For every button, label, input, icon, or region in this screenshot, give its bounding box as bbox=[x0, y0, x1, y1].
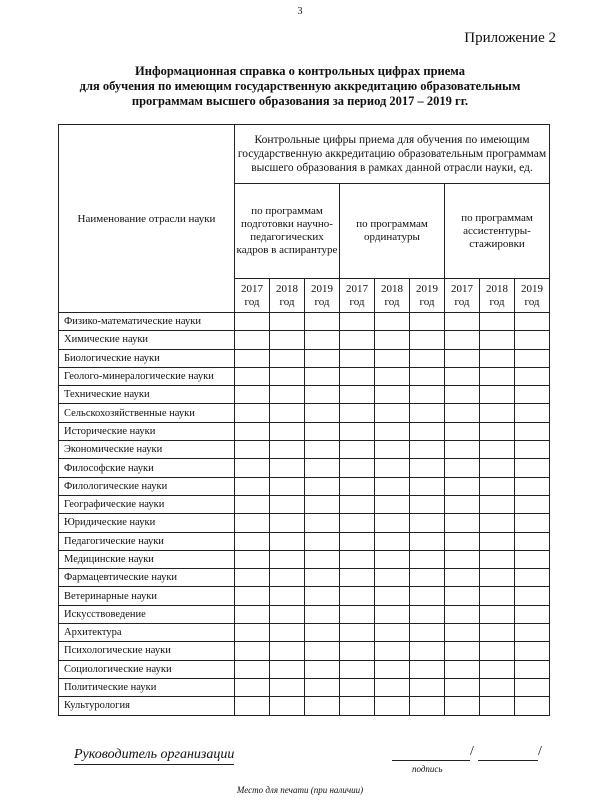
industry-name-cell: Исторические науки bbox=[59, 422, 235, 440]
value-cell[interactable] bbox=[410, 404, 445, 422]
value-cell[interactable] bbox=[445, 697, 480, 715]
value-cell[interactable] bbox=[410, 441, 445, 459]
value-cell[interactable] bbox=[375, 697, 410, 715]
year-header bbox=[480, 279, 515, 313]
value-cell[interactable] bbox=[445, 605, 480, 623]
year-unit: год bbox=[279, 295, 295, 308]
value-cell[interactable] bbox=[305, 459, 340, 477]
value-cell[interactable] bbox=[340, 587, 375, 605]
value-cell[interactable] bbox=[410, 642, 445, 660]
value-cell[interactable] bbox=[375, 514, 410, 532]
value-cell[interactable] bbox=[445, 386, 480, 404]
value-cell[interactable] bbox=[235, 459, 270, 477]
value-cell[interactable] bbox=[410, 495, 445, 513]
value-cell[interactable] bbox=[410, 678, 445, 696]
value-cell[interactable] bbox=[410, 550, 445, 568]
value-cell[interactable] bbox=[340, 331, 375, 349]
value-cell[interactable] bbox=[375, 404, 410, 422]
value-cell[interactable] bbox=[515, 495, 550, 513]
value-cell[interactable] bbox=[305, 660, 340, 678]
value-cell[interactable] bbox=[480, 587, 515, 605]
value-cell[interactable] bbox=[305, 404, 340, 422]
value-cell[interactable] bbox=[305, 624, 340, 642]
value-cell[interactable] bbox=[375, 642, 410, 660]
value-cell[interactable] bbox=[305, 367, 340, 385]
value-cell[interactable] bbox=[480, 367, 515, 385]
value-cell[interactable] bbox=[305, 569, 340, 587]
table-row bbox=[59, 313, 550, 331]
value-cell[interactable] bbox=[480, 331, 515, 349]
year-header bbox=[305, 279, 340, 313]
value-cell[interactable] bbox=[445, 367, 480, 385]
value-cell[interactable] bbox=[480, 514, 515, 532]
value-cell[interactable] bbox=[445, 532, 480, 550]
value-cell[interactable] bbox=[480, 678, 515, 696]
value-cell[interactable] bbox=[480, 459, 515, 477]
value-cell[interactable] bbox=[445, 514, 480, 532]
year-unit: год bbox=[314, 295, 330, 308]
value-cell[interactable] bbox=[305, 349, 340, 367]
value-cell[interactable] bbox=[305, 386, 340, 404]
value-cell[interactable] bbox=[445, 495, 480, 513]
title-line: Информационная справка о контрольных цифрах приема bbox=[135, 64, 465, 78]
value-cell[interactable] bbox=[515, 459, 550, 477]
value-cell[interactable] bbox=[480, 697, 515, 715]
value-cell[interactable] bbox=[305, 514, 340, 532]
document-title bbox=[40, 64, 560, 109]
value-cell[interactable] bbox=[305, 550, 340, 568]
industry-name-cell: Экономические науки bbox=[59, 441, 235, 459]
year-unit: год bbox=[419, 295, 435, 308]
value-cell[interactable] bbox=[235, 477, 270, 495]
value-cell[interactable] bbox=[340, 477, 375, 495]
value-cell[interactable] bbox=[480, 495, 515, 513]
year-value: 2019 bbox=[416, 282, 438, 295]
value-cell[interactable] bbox=[340, 550, 375, 568]
industry-name-cell: Искусствоведение bbox=[59, 605, 235, 623]
table-row bbox=[59, 441, 550, 459]
value-cell[interactable] bbox=[305, 477, 340, 495]
industry-name-cell: Архитектура bbox=[59, 624, 235, 642]
value-cell[interactable] bbox=[375, 367, 410, 385]
signature-caption: подпись bbox=[412, 764, 443, 774]
value-cell[interactable] bbox=[445, 660, 480, 678]
value-cell[interactable] bbox=[410, 532, 445, 550]
table-row bbox=[59, 495, 550, 513]
signer-label: Руководитель организации bbox=[74, 747, 234, 765]
value-cell[interactable] bbox=[375, 349, 410, 367]
value-cell[interactable] bbox=[270, 624, 305, 642]
industry-name-cell: Физико-математические науки bbox=[59, 313, 235, 331]
value-cell[interactable] bbox=[235, 367, 270, 385]
value-cell[interactable] bbox=[235, 678, 270, 696]
value-cell[interactable] bbox=[410, 331, 445, 349]
value-cell[interactable] bbox=[480, 404, 515, 422]
year-value: 2018 bbox=[486, 282, 508, 295]
value-cell[interactable] bbox=[340, 514, 375, 532]
value-cell[interactable] bbox=[515, 624, 550, 642]
value-cell[interactable] bbox=[340, 313, 375, 331]
value-cell[interactable] bbox=[445, 422, 480, 440]
value-cell[interactable] bbox=[410, 587, 445, 605]
value-cell[interactable] bbox=[235, 349, 270, 367]
year-value: 2017 bbox=[451, 282, 473, 295]
table-row bbox=[59, 697, 550, 715]
year-header bbox=[515, 279, 550, 313]
value-cell[interactable] bbox=[480, 605, 515, 623]
table-row bbox=[59, 587, 550, 605]
year-header bbox=[410, 279, 445, 313]
value-cell[interactable] bbox=[270, 678, 305, 696]
value-cell[interactable] bbox=[445, 331, 480, 349]
year-unit: год bbox=[524, 295, 540, 308]
value-cell[interactable] bbox=[515, 532, 550, 550]
value-cell[interactable] bbox=[515, 422, 550, 440]
table-row bbox=[59, 404, 550, 422]
value-cell[interactable] bbox=[445, 587, 480, 605]
value-cell[interactable] bbox=[515, 441, 550, 459]
page-number: 3 bbox=[297, 6, 303, 17]
value-cell[interactable] bbox=[340, 422, 375, 440]
industry-name-cell: Технические науки bbox=[59, 386, 235, 404]
year-unit: год bbox=[384, 295, 400, 308]
industry-name-cell: Ветеринарные науки bbox=[59, 587, 235, 605]
year-value: 2018 bbox=[381, 282, 403, 295]
value-cell[interactable] bbox=[480, 642, 515, 660]
value-cell[interactable] bbox=[375, 624, 410, 642]
value-cell[interactable] bbox=[480, 386, 515, 404]
value-cell[interactable] bbox=[340, 349, 375, 367]
value-cell[interactable] bbox=[445, 642, 480, 660]
value-cell[interactable] bbox=[235, 569, 270, 587]
value-cell[interactable] bbox=[515, 313, 550, 331]
table-row bbox=[59, 550, 550, 568]
value-cell[interactable] bbox=[445, 550, 480, 568]
table-row bbox=[59, 569, 550, 587]
table-row bbox=[59, 660, 550, 678]
value-cell[interactable] bbox=[340, 569, 375, 587]
value-cell[interactable] bbox=[515, 660, 550, 678]
value-cell[interactable] bbox=[410, 422, 445, 440]
table-row bbox=[59, 532, 550, 550]
value-cell[interactable] bbox=[235, 550, 270, 568]
value-cell[interactable] bbox=[375, 331, 410, 349]
value-cell[interactable] bbox=[270, 404, 305, 422]
value-cell[interactable] bbox=[235, 660, 270, 678]
value-cell[interactable] bbox=[410, 367, 445, 385]
industry-name-cell: Химические науки bbox=[59, 331, 235, 349]
value-cell[interactable] bbox=[235, 313, 270, 331]
value-cell[interactable] bbox=[270, 642, 305, 660]
year-value: 2018 bbox=[276, 282, 298, 295]
value-cell[interactable] bbox=[270, 697, 305, 715]
value-cell[interactable] bbox=[515, 514, 550, 532]
value-cell[interactable] bbox=[480, 550, 515, 568]
industry-name-cell: Культурология bbox=[59, 697, 235, 715]
value-cell[interactable] bbox=[235, 587, 270, 605]
value-cell[interactable] bbox=[445, 678, 480, 696]
value-cell[interactable] bbox=[270, 313, 305, 331]
value-cell[interactable] bbox=[375, 587, 410, 605]
separator-slash: / bbox=[538, 744, 542, 759]
value-cell[interactable] bbox=[515, 349, 550, 367]
value-cell[interactable] bbox=[445, 624, 480, 642]
table-row bbox=[59, 605, 550, 623]
value-cell[interactable] bbox=[235, 532, 270, 550]
value-cell[interactable] bbox=[340, 459, 375, 477]
table-row bbox=[59, 386, 550, 404]
value-cell[interactable] bbox=[515, 678, 550, 696]
value-cell[interactable] bbox=[235, 386, 270, 404]
value-cell[interactable] bbox=[515, 331, 550, 349]
value-cell[interactable] bbox=[480, 477, 515, 495]
value-cell[interactable] bbox=[305, 313, 340, 331]
value-cell[interactable] bbox=[515, 697, 550, 715]
value-cell[interactable] bbox=[375, 550, 410, 568]
value-cell[interactable] bbox=[340, 605, 375, 623]
table-row bbox=[59, 422, 550, 440]
value-cell[interactable] bbox=[270, 605, 305, 623]
year-header bbox=[375, 279, 410, 313]
year-header bbox=[340, 279, 375, 313]
industry-name-cell: Политические науки bbox=[59, 678, 235, 696]
value-cell[interactable] bbox=[515, 587, 550, 605]
year-unit: год bbox=[454, 295, 470, 308]
value-cell[interactable] bbox=[270, 386, 305, 404]
value-cell[interactable] bbox=[235, 495, 270, 513]
value-cell[interactable] bbox=[410, 313, 445, 331]
year-unit: год bbox=[489, 295, 505, 308]
value-cell[interactable] bbox=[235, 441, 270, 459]
value-cell[interactable] bbox=[270, 660, 305, 678]
value-cell[interactable] bbox=[340, 660, 375, 678]
group-header-assistantship: по программам ассистентуры-стажировки bbox=[445, 184, 550, 279]
year-value: 2019 bbox=[311, 282, 333, 295]
value-cell[interactable] bbox=[515, 404, 550, 422]
value-cell[interactable] bbox=[515, 605, 550, 623]
value-cell[interactable] bbox=[375, 569, 410, 587]
signature-line bbox=[392, 760, 470, 761]
value-cell[interactable] bbox=[410, 459, 445, 477]
table-row bbox=[59, 477, 550, 495]
value-cell[interactable] bbox=[305, 587, 340, 605]
table-row bbox=[59, 367, 550, 385]
industry-name-cell: Педагогические науки bbox=[59, 532, 235, 550]
value-cell[interactable] bbox=[480, 569, 515, 587]
value-cell[interactable] bbox=[270, 495, 305, 513]
admission-table bbox=[58, 124, 550, 716]
value-cell[interactable] bbox=[445, 349, 480, 367]
industry-name-cell: Биологические науки bbox=[59, 349, 235, 367]
year-unit: год bbox=[349, 295, 365, 308]
table-row bbox=[59, 459, 550, 477]
value-cell[interactable] bbox=[270, 441, 305, 459]
value-cell[interactable] bbox=[410, 624, 445, 642]
value-cell[interactable] bbox=[270, 349, 305, 367]
industry-name-header: Наименование отрасли науки bbox=[59, 125, 235, 313]
value-cell[interactable] bbox=[410, 660, 445, 678]
value-cell[interactable] bbox=[270, 459, 305, 477]
industry-name-cell: Фармацевтические науки bbox=[59, 569, 235, 587]
table-row bbox=[59, 349, 550, 367]
value-cell[interactable] bbox=[305, 697, 340, 715]
admission-figures-header: Контрольные цифры приема для обучения по имеющим государственную аккредитацию образовательным программам высшего образования в рамках данной отрасли науки, ед. bbox=[235, 125, 550, 184]
industry-name-cell: Психологические науки bbox=[59, 642, 235, 660]
year-unit: год bbox=[244, 295, 260, 308]
value-cell[interactable] bbox=[305, 441, 340, 459]
value-cell[interactable] bbox=[515, 477, 550, 495]
table-row bbox=[59, 642, 550, 660]
value-cell[interactable] bbox=[235, 422, 270, 440]
value-cell[interactable] bbox=[480, 532, 515, 550]
year-header bbox=[270, 279, 305, 313]
value-cell[interactable] bbox=[270, 477, 305, 495]
value-cell[interactable] bbox=[235, 331, 270, 349]
value-cell[interactable] bbox=[270, 514, 305, 532]
table-row bbox=[59, 678, 550, 696]
value-cell[interactable] bbox=[375, 495, 410, 513]
year-header bbox=[445, 279, 480, 313]
value-cell[interactable] bbox=[375, 477, 410, 495]
stamp-caption: Место для печати (при наличии) bbox=[236, 785, 364, 795]
group-header-postgraduate: по программам подготовки научно-педагогических кадров в аспирантуре bbox=[235, 184, 340, 279]
value-cell[interactable] bbox=[235, 514, 270, 532]
value-cell[interactable] bbox=[235, 642, 270, 660]
value-cell[interactable] bbox=[445, 477, 480, 495]
value-cell[interactable] bbox=[340, 441, 375, 459]
value-cell[interactable] bbox=[270, 587, 305, 605]
value-cell[interactable] bbox=[445, 313, 480, 331]
value-cell[interactable] bbox=[515, 386, 550, 404]
value-cell[interactable] bbox=[515, 367, 550, 385]
value-cell[interactable] bbox=[305, 532, 340, 550]
value-cell[interactable] bbox=[270, 532, 305, 550]
value-cell[interactable] bbox=[480, 624, 515, 642]
value-cell[interactable] bbox=[235, 404, 270, 422]
value-cell[interactable] bbox=[375, 441, 410, 459]
value-cell[interactable] bbox=[445, 404, 480, 422]
value-cell[interactable] bbox=[340, 367, 375, 385]
group-header-residency: по программам ординатуры bbox=[340, 184, 445, 279]
value-cell[interactable] bbox=[270, 569, 305, 587]
value-cell[interactable] bbox=[445, 441, 480, 459]
table-row bbox=[59, 331, 550, 349]
name-line bbox=[478, 760, 538, 761]
year-value: 2017 bbox=[241, 282, 263, 295]
value-cell[interactable] bbox=[375, 678, 410, 696]
year-header bbox=[235, 279, 270, 313]
value-cell[interactable] bbox=[480, 313, 515, 331]
value-cell[interactable] bbox=[375, 313, 410, 331]
value-cell[interactable] bbox=[375, 605, 410, 623]
value-cell[interactable] bbox=[340, 697, 375, 715]
value-cell[interactable] bbox=[340, 532, 375, 550]
industry-name-cell: Юридические науки bbox=[59, 514, 235, 532]
title-line: программам высшего образования за период 2017 – 2019 гг. bbox=[131, 94, 469, 108]
value-cell[interactable] bbox=[375, 532, 410, 550]
value-cell[interactable] bbox=[375, 459, 410, 477]
value-cell[interactable] bbox=[305, 678, 340, 696]
value-cell[interactable] bbox=[270, 331, 305, 349]
year-value: 2019 bbox=[521, 282, 543, 295]
value-cell[interactable] bbox=[375, 660, 410, 678]
value-cell[interactable] bbox=[270, 367, 305, 385]
appendix-label: Приложение 2 bbox=[464, 30, 556, 46]
value-cell[interactable] bbox=[305, 642, 340, 660]
industry-name-cell: Философские науки bbox=[59, 459, 235, 477]
value-cell[interactable] bbox=[410, 605, 445, 623]
value-cell[interactable] bbox=[235, 624, 270, 642]
title-line: для обучения по имеющим государственную аккредитацию образовательным bbox=[79, 79, 521, 93]
value-cell[interactable] bbox=[410, 349, 445, 367]
value-cell[interactable] bbox=[410, 386, 445, 404]
year-value: 2017 bbox=[346, 282, 368, 295]
value-cell[interactable] bbox=[445, 569, 480, 587]
industry-name-cell: Географические науки bbox=[59, 495, 235, 513]
table-row bbox=[59, 514, 550, 532]
value-cell[interactable] bbox=[340, 386, 375, 404]
industry-name-cell: Социологические науки bbox=[59, 660, 235, 678]
value-cell[interactable] bbox=[305, 331, 340, 349]
value-cell[interactable] bbox=[340, 404, 375, 422]
value-cell[interactable] bbox=[305, 605, 340, 623]
value-cell[interactable] bbox=[340, 678, 375, 696]
value-cell[interactable] bbox=[305, 495, 340, 513]
value-cell[interactable] bbox=[480, 660, 515, 678]
value-cell[interactable] bbox=[480, 441, 515, 459]
value-cell[interactable] bbox=[445, 459, 480, 477]
value-cell[interactable] bbox=[235, 605, 270, 623]
value-cell[interactable] bbox=[480, 422, 515, 440]
value-cell[interactable] bbox=[270, 550, 305, 568]
separator-slash: / bbox=[470, 744, 474, 759]
table-row bbox=[59, 624, 550, 642]
value-cell[interactable] bbox=[235, 697, 270, 715]
industry-name-cell: Филологические науки bbox=[59, 477, 235, 495]
value-cell[interactable] bbox=[480, 349, 515, 367]
industry-name-cell: Сельскохозяйственные науки bbox=[59, 404, 235, 422]
value-cell[interactable] bbox=[340, 495, 375, 513]
value-cell[interactable] bbox=[410, 477, 445, 495]
value-cell[interactable] bbox=[410, 569, 445, 587]
value-cell[interactable] bbox=[340, 642, 375, 660]
industry-name-cell: Медицинские науки bbox=[59, 550, 235, 568]
value-cell[interactable] bbox=[270, 422, 305, 440]
value-cell[interactable] bbox=[305, 422, 340, 440]
value-cell[interactable] bbox=[515, 642, 550, 660]
value-cell[interactable] bbox=[340, 624, 375, 642]
value-cell[interactable] bbox=[515, 569, 550, 587]
value-cell[interactable] bbox=[410, 514, 445, 532]
industry-name-cell: Геолого-минералогические науки bbox=[59, 367, 235, 385]
value-cell[interactable] bbox=[410, 697, 445, 715]
value-cell[interactable] bbox=[515, 550, 550, 568]
value-cell[interactable] bbox=[375, 386, 410, 404]
value-cell[interactable] bbox=[375, 422, 410, 440]
